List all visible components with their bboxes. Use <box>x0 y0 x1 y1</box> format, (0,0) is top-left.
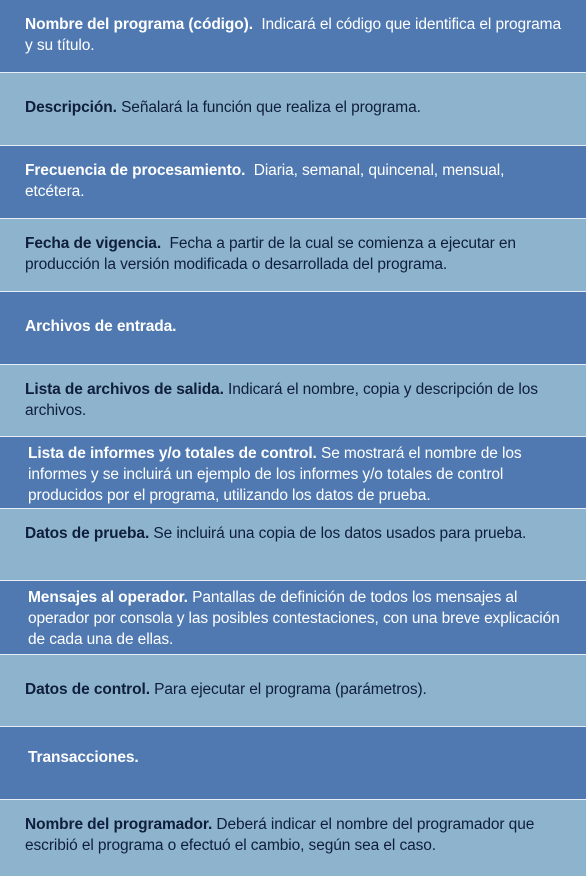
row-text: Fecha a partir de la cual se comienza a ejecutar en producción la versión modificada o desarrollada del programa. <box>25 235 516 273</box>
row-text: Se incluirá una copia de los datos usados para prueba. <box>153 525 527 542</box>
row-title: Nombre del programador. <box>25 816 213 833</box>
row-nombre-del-programador <box>0 800 586 876</box>
row-frecuencia-de-procesamiento <box>0 146 586 219</box>
row-archivos-de-entrada <box>0 292 586 365</box>
row-descripcion <box>0 73 586 146</box>
row-mensajes-al-operador <box>0 581 586 655</box>
row-text: Se mostrará el nombre de los informes y se incluirá un ejemplo de los informes y/o totales de control producidos por el programa, utilizando los datos de prueba. <box>28 445 522 504</box>
row-datos-de-control <box>0 655 586 727</box>
row-fecha-de-vigencia <box>0 219 586 292</box>
row-text: Deberá indicar el nombre del programador que escribió el programa o efectuó el cambio, según sea el caso. <box>25 816 535 854</box>
row-title: Datos de prueba. <box>25 525 150 542</box>
row-text: Diaria, semanal, quincenal, mensual, etcétera. <box>25 162 505 200</box>
row-title: Lista de archivos de salida. <box>25 381 224 398</box>
row-title: Fecha de vigencia. <box>25 235 162 252</box>
row-lista-de-archivos-de-salida <box>0 365 586 437</box>
row-text: Señalará la función que realiza el programa. <box>121 99 421 116</box>
row-text: Pantallas de definición de todos los mensajes al operador por consola y las posibles contestaciones, con una breve explicación de cada una de ellas. <box>28 589 560 648</box>
row-text: Indicará el nombre, copia y descripción de los archivos. <box>25 381 538 419</box>
row-title: Nombre del programa (código). <box>25 16 253 33</box>
row-title: Datos de control. <box>25 681 150 698</box>
row-text: Indicará el código que identifica el programa y su título. <box>25 16 561 54</box>
row-title: Mensajes al operador. <box>28 589 188 606</box>
row-title: Lista de informes y/o totales de control. <box>28 445 317 462</box>
row-nombre-del-programa <box>0 0 586 73</box>
row-title: Descripción. <box>25 99 117 116</box>
row-transacciones <box>0 727 586 800</box>
row-lista-de-informes <box>0 437 586 509</box>
row-datos-de-prueba <box>0 509 586 581</box>
row-text: Para ejecutar el programa (parámetros). <box>154 681 427 698</box>
row-title: Transacciones. <box>28 749 139 766</box>
row-title: Frecuencia de procesamiento. <box>25 162 246 179</box>
row-title: Archivos de entrada. <box>25 318 177 335</box>
